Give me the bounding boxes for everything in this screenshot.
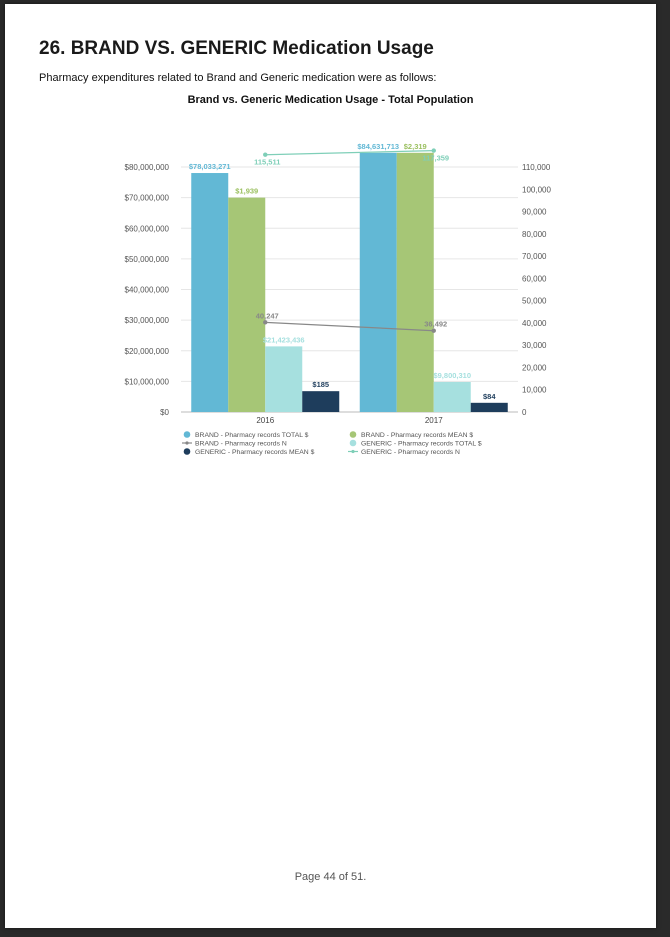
data-label: $1,939 (235, 186, 259, 196)
y-right-tick-label: 90,000 (522, 207, 547, 217)
line-point (263, 153, 267, 157)
legend-label: GENERIC - Pharmacy records N (361, 449, 460, 456)
y-right-tick-label: 30,000 (522, 341, 547, 351)
section-heading: 26. BRAND VS. GENERIC Medication Usage (39, 38, 434, 59)
y-left-tick-label: $40,000,000 (124, 285, 169, 295)
line-data-label: 36,492 (424, 319, 448, 329)
legend-swatch (184, 448, 191, 455)
bar (302, 391, 339, 412)
legend-swatch (185, 441, 188, 444)
line-point (432, 329, 436, 333)
data-label: $9,800,310 (433, 370, 472, 380)
bar (228, 198, 265, 412)
x-tick-label: 2017 (424, 416, 443, 425)
y-right-tick-label: 40,000 (522, 318, 547, 328)
bar (434, 382, 471, 412)
y-left-tick-label: $50,000,000 (124, 254, 169, 264)
brand-generic-chart (5, 4, 656, 504)
bar (397, 153, 434, 412)
y-left-tick-label: $80,000,000 (124, 163, 169, 172)
chart-title: Brand vs. Generic Medication Usage - Total Population (187, 94, 474, 106)
data-label: $2,319 (403, 141, 427, 151)
legend-label: BRAND - Pharmacy records TOTAL $ (195, 432, 309, 439)
legend-label: BRAND - Pharmacy records MEAN $ (361, 432, 474, 439)
y-left-tick-label: $20,000,000 (124, 346, 169, 356)
data-label: $84 (482, 391, 496, 401)
y-right-tick-label: 10,000 (522, 385, 547, 395)
data-label: $21,423,436 (262, 335, 305, 345)
report-page (5, 4, 656, 928)
y-right-tick-label: 0 (522, 408, 527, 417)
legend-swatch (350, 440, 357, 447)
legend-swatch (184, 431, 191, 438)
line-data-label: 115,511 (254, 157, 281, 167)
y-right-tick-label: 70,000 (522, 252, 547, 262)
y-right-tick-label: 100,000 (522, 185, 551, 195)
y-right-tick-label: 50,000 (522, 296, 547, 306)
line-point (432, 148, 436, 152)
y-right-tick-label: 110,000 (522, 163, 551, 172)
y-right-tick-label: 80,000 (522, 229, 547, 239)
y-left-tick-label: $60,000,000 (124, 224, 169, 234)
data-label: $84,631,713 (357, 141, 400, 151)
legend-label: GENERIC - Pharmacy records MEAN $ (195, 449, 315, 456)
legend-label: BRAND - Pharmacy records N (195, 440, 287, 448)
intro-text: Pharmacy expenditures related to Brand and Generic medication were as follows: (39, 72, 437, 84)
y-right-tick-label: 60,000 (522, 274, 547, 284)
bar (471, 403, 508, 412)
bar (265, 346, 302, 412)
y-left-tick-label: $0 (160, 408, 169, 417)
data-label: $78,033,271 (188, 162, 231, 172)
page-footer: Page 44 of 51. (294, 871, 367, 883)
y-left-tick-label: $30,000,000 (124, 316, 169, 326)
data-label: $185 (312, 380, 330, 390)
legend-label: GENERIC - Pharmacy records TOTAL $ (361, 440, 482, 448)
y-left-tick-label: $70,000,000 (124, 193, 169, 203)
line-data-label: 40,247 (255, 311, 279, 321)
y-left-tick-label: $10,000,000 (124, 377, 169, 387)
bar (360, 153, 397, 412)
bar (191, 173, 228, 412)
y-right-tick-label: 20,000 (522, 363, 547, 373)
x-tick-label: 2016 (256, 416, 275, 425)
legend-swatch (351, 450, 354, 453)
line-point (263, 320, 267, 324)
legend-swatch (350, 431, 357, 438)
line-data-label: 117,359 (422, 153, 450, 163)
